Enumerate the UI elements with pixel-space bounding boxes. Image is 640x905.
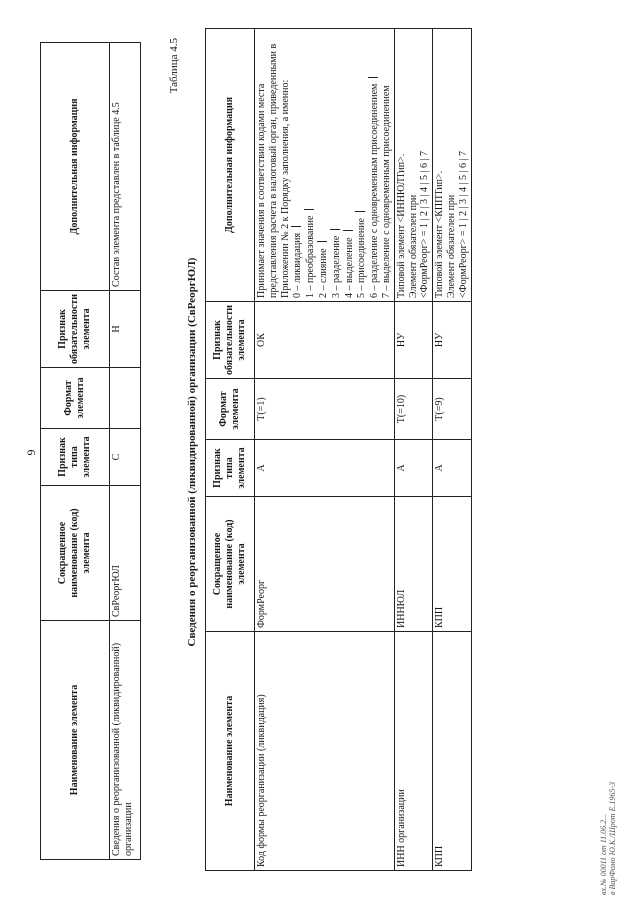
header-format: Формат элемента	[41, 368, 110, 429]
cell-name: ИНН организации	[394, 632, 432, 871]
table-caption: Таблица 4.5	[168, 38, 180, 94]
code-item: 7 – выделение с одновременным присоединением	[380, 85, 392, 298]
table-header-row	[206, 29, 255, 871]
cell-required: ОК	[255, 301, 395, 378]
info-line: Типовой элемент <ИННЮЛТип>.	[395, 153, 407, 298]
code-item: 2 – слияние	[317, 32, 330, 298]
info-line: Типовой элемент <КППТип>.	[434, 170, 446, 298]
cell-code: ИННЮЛ	[394, 497, 432, 632]
header-type: Признак типа элемента	[206, 440, 255, 497]
element-table-detail	[205, 28, 472, 871]
cell-format	[110, 368, 141, 429]
cell-format: Т(=1)	[255, 379, 395, 440]
header-info: Дополнительная информация	[206, 29, 255, 302]
cell-name: Код формы реорганизации (ликвидация)	[255, 632, 395, 871]
page-number: 9	[24, 449, 38, 456]
table-header-row	[41, 43, 110, 860]
header-code: Сокращенное наименование (код) элемента	[41, 486, 110, 621]
cell-type: А	[394, 440, 432, 497]
info-line: <ФормРеорг> = 1 | 2 | 3 | 4 | 5 | 6 | 7	[419, 150, 431, 298]
code-item: 6 – разделение с одновременным присоединением	[368, 32, 381, 298]
header-name: Наименование элемента	[41, 621, 110, 860]
cell-required: НУ	[433, 301, 471, 378]
cell-name: Сведения о реорганизованной (ликвидированной) организации	[110, 621, 141, 860]
handwritten-stamp-note: вх.№ 00011 от 11.06.2... в ВарФомо Ю.К./Шрот Е.1965-3	[599, 781, 617, 895]
info-intro: Принимает значения в соответствии кодами места представления расчета в налоговый орган, приведенными в Приложении № 2 к Порядку заполнения, а именно:	[256, 43, 291, 298]
table-title: Сведения о реорганизованной (ликвидированной) организации (СвРеоргЮЛ)	[186, 257, 198, 647]
code-item: 0 – ликвидация	[291, 32, 304, 298]
cell-info: Состав элемента представлен в таблице 4.5	[110, 43, 141, 291]
cell-code: КПП	[433, 497, 471, 632]
cell-type: А	[433, 440, 471, 497]
cell-info	[433, 29, 471, 302]
table-row	[255, 29, 395, 871]
cell-info	[255, 29, 395, 302]
element-table-summary	[40, 42, 141, 860]
cell-type: А	[255, 440, 395, 497]
info-line: Элемент обязателен при	[445, 194, 457, 298]
info-line: Элемент обязателен при	[407, 194, 419, 298]
cell-type: С	[110, 429, 141, 486]
header-info: Дополнительная информация	[41, 43, 110, 291]
code-item: 5 – присоединение	[355, 32, 368, 298]
table-row	[394, 29, 432, 871]
code-item: 1 – преобразование	[304, 32, 317, 298]
header-format: Формат элемента	[206, 379, 255, 440]
table-row	[433, 29, 471, 871]
cell-format: Т(=9)	[433, 379, 471, 440]
cell-format: Т(=10)	[394, 379, 432, 440]
header-type: Признак типа элемента	[41, 429, 110, 486]
cell-name: КПП	[433, 632, 471, 871]
code-item: 4 – выделение	[343, 32, 356, 298]
cell-code: ФормРеорг	[255, 497, 395, 632]
header-required: Признак обязательности элемента	[206, 301, 255, 378]
header-code: Сокращенное наименование (код) элемента	[206, 497, 255, 632]
header-name: Наименование элемента	[206, 632, 255, 871]
cell-code: СвРеоргЮЛ	[110, 486, 141, 621]
code-item: 3 – разделение	[330, 32, 343, 298]
info-line: <ФормРеорг> = 1 | 2 | 3 | 4 | 5 | 6 | 7	[457, 150, 469, 298]
cell-required: НУ	[394, 301, 432, 378]
header-required: Признак обязательности элемента	[41, 290, 110, 367]
cell-required: Н	[110, 290, 141, 367]
table-row	[110, 43, 141, 860]
cell-info	[394, 29, 432, 302]
